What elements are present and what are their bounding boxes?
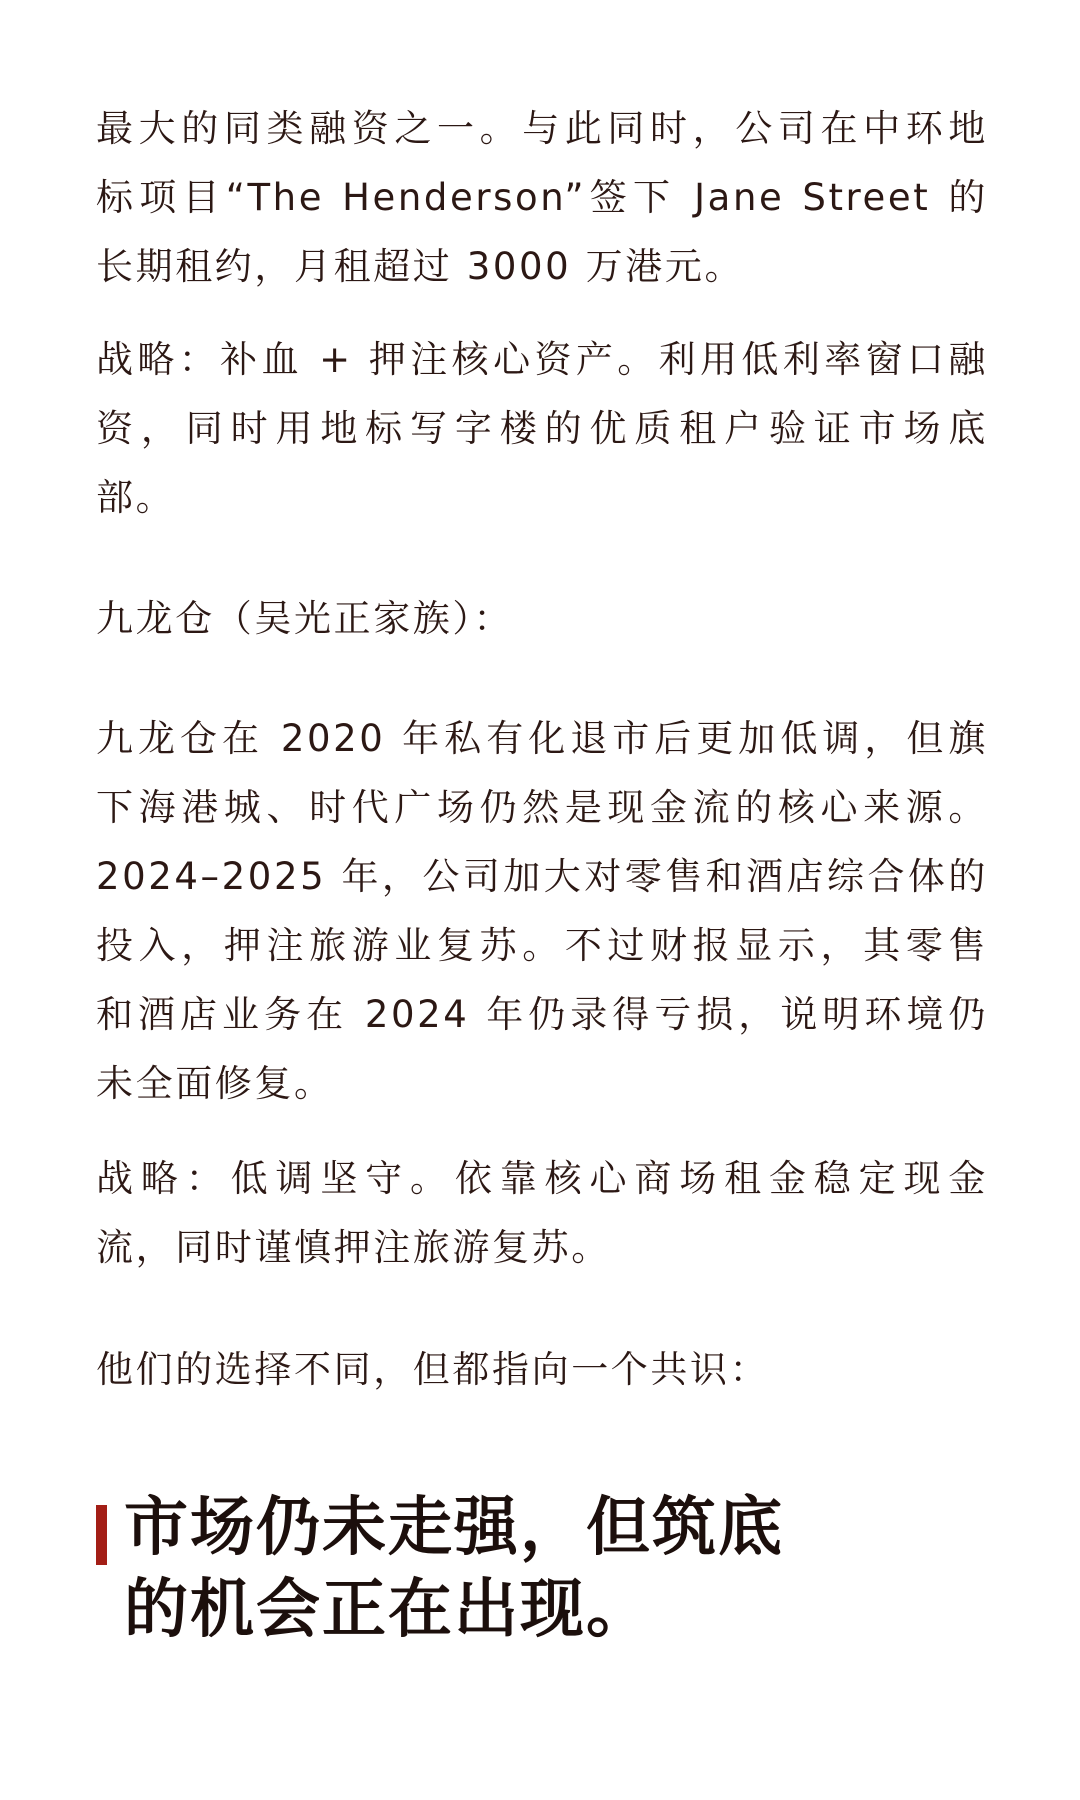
paragraph-consensus <box>96 1335 988 1404</box>
paragraph-line: 2024–2025 年，公司加大对零售和酒店综合体的 <box>96 855 988 898</box>
highlight-line: 的机会正在出现。 <box>124 1573 652 1647</box>
paragraph-line: 他们的选择不同，但都指向一个共识： <box>96 1348 770 1391</box>
paragraph-line: 九龙仓在 2020 年私有化退市后更加低调，但旗 <box>96 717 988 760</box>
paragraph-line: 战略：低调坚守。依靠核心商场租金稳定现金 <box>96 1157 988 1200</box>
highlight-quote-text <box>124 1487 784 1651</box>
paragraph-line: 投入，押注旅游业复苏。不过财报显示，其零售 <box>96 924 988 967</box>
paragraph-wharf-heading <box>96 584 988 653</box>
paragraph-line: 流，同时谨慎押注旅游复苏。 <box>96 1226 611 1269</box>
paragraph-line: 资，同时用地标写字楼的优质租户验证市场底 <box>96 407 988 450</box>
paragraph-line: 下海港城、时代广场仍然是现金流的核心来源。 <box>96 786 988 829</box>
paragraph-line: 部。 <box>96 476 176 519</box>
paragraph-line: 战略：补血 + 押注核心资产。利用低利率窗口融 <box>96 338 988 381</box>
paragraph-line: 和酒店业务在 2024 年仍录得亏损，说明环境仍 <box>96 993 988 1036</box>
paragraph-henderson-financing <box>96 94 988 301</box>
paragraph-line: 标项目“The Henderson”签下 Jane Street 的 <box>96 176 988 219</box>
paragraph-line: 长期租约，月租超过 3000 万港元。 <box>96 245 745 288</box>
paragraph-wharf-details <box>96 704 988 1118</box>
accent-bar <box>96 1505 107 1565</box>
paragraph-henderson-strategy <box>96 325 988 532</box>
paragraph-line: 未全面修复。 <box>96 1062 334 1105</box>
paragraph-line: 九龙仓（吴光正家族）： <box>96 597 514 640</box>
highlight-line: 市场仍未走强，但筑底 <box>124 1491 784 1565</box>
paragraph-line: 最大的同类融资之一。与此同时，公司在中环地 <box>96 107 988 150</box>
paragraph-wharf-strategy <box>96 1144 988 1282</box>
